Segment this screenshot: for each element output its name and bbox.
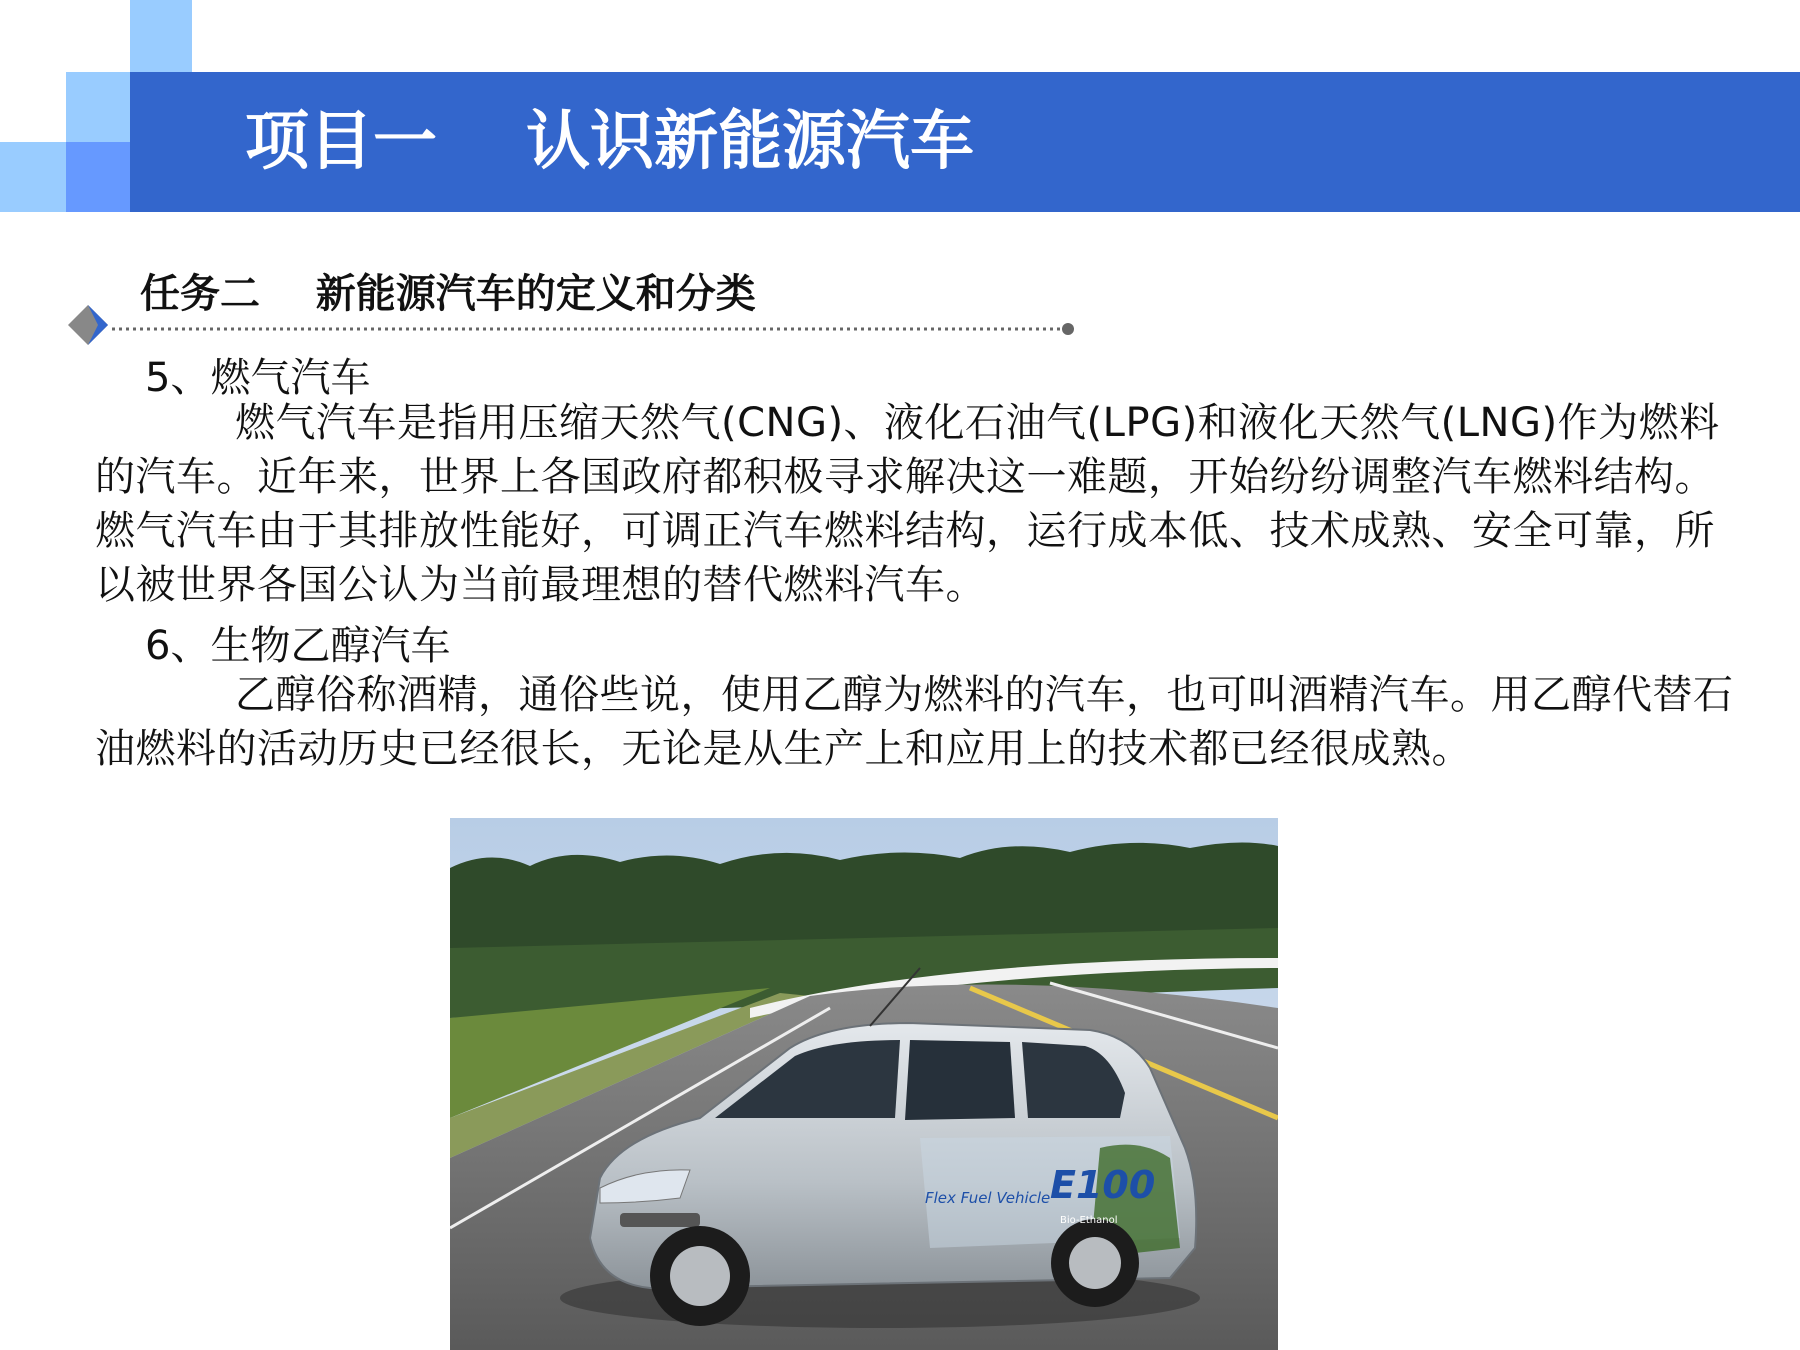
section-heading-cng: 5、燃气汽车 — [145, 355, 371, 401]
section-heading-ethanol: 6、生物乙醇汽车 — [145, 623, 451, 669]
task-subtitle: 任务二 新能源汽车的定义和分类 — [140, 271, 756, 317]
decal-flex-fuel: Flex Fuel Vehicle — [925, 1189, 1051, 1207]
deco-square-4 — [0, 142, 66, 212]
deco-square-1 — [130, 0, 192, 72]
section-paragraph-cng: 燃气汽车是指用压缩天然气(CNG)、液化石油气(LPG)和液化天然气(LNG)作为燃料的汽车。近年来，世界上各国政府都积极寻求解决这一难题，开始纷纷调整汽车燃料结构。燃气汽车由于其排放性能好，可调正汽车燃料结构，运行成本低、技术成熟、安全可靠，所以被世界各国公认为当前最理想的替代燃料汽车。 — [95, 400, 1720, 608]
slide-title: 项目一 认识新能源汽车 — [245, 105, 975, 179]
deco-square-5 — [66, 142, 130, 212]
decal-bio-ethanol: Bio-Ethanol — [1060, 1215, 1118, 1226]
decal-e100: E100 — [1050, 1163, 1156, 1207]
ethanol-car-photo — [450, 818, 1278, 1350]
subtitle-divider — [66, 303, 1076, 347]
section-paragraph-ethanol: 乙醇俗称酒精，通俗些说，使用乙醇为燃料的汽车，也可叫酒精汽车。用乙醇代替石油燃料的活动历史已经很长，无论是从生产上和应用上的技术都已经很成熟。 — [95, 672, 1734, 772]
deco-square-2 — [66, 72, 130, 142]
